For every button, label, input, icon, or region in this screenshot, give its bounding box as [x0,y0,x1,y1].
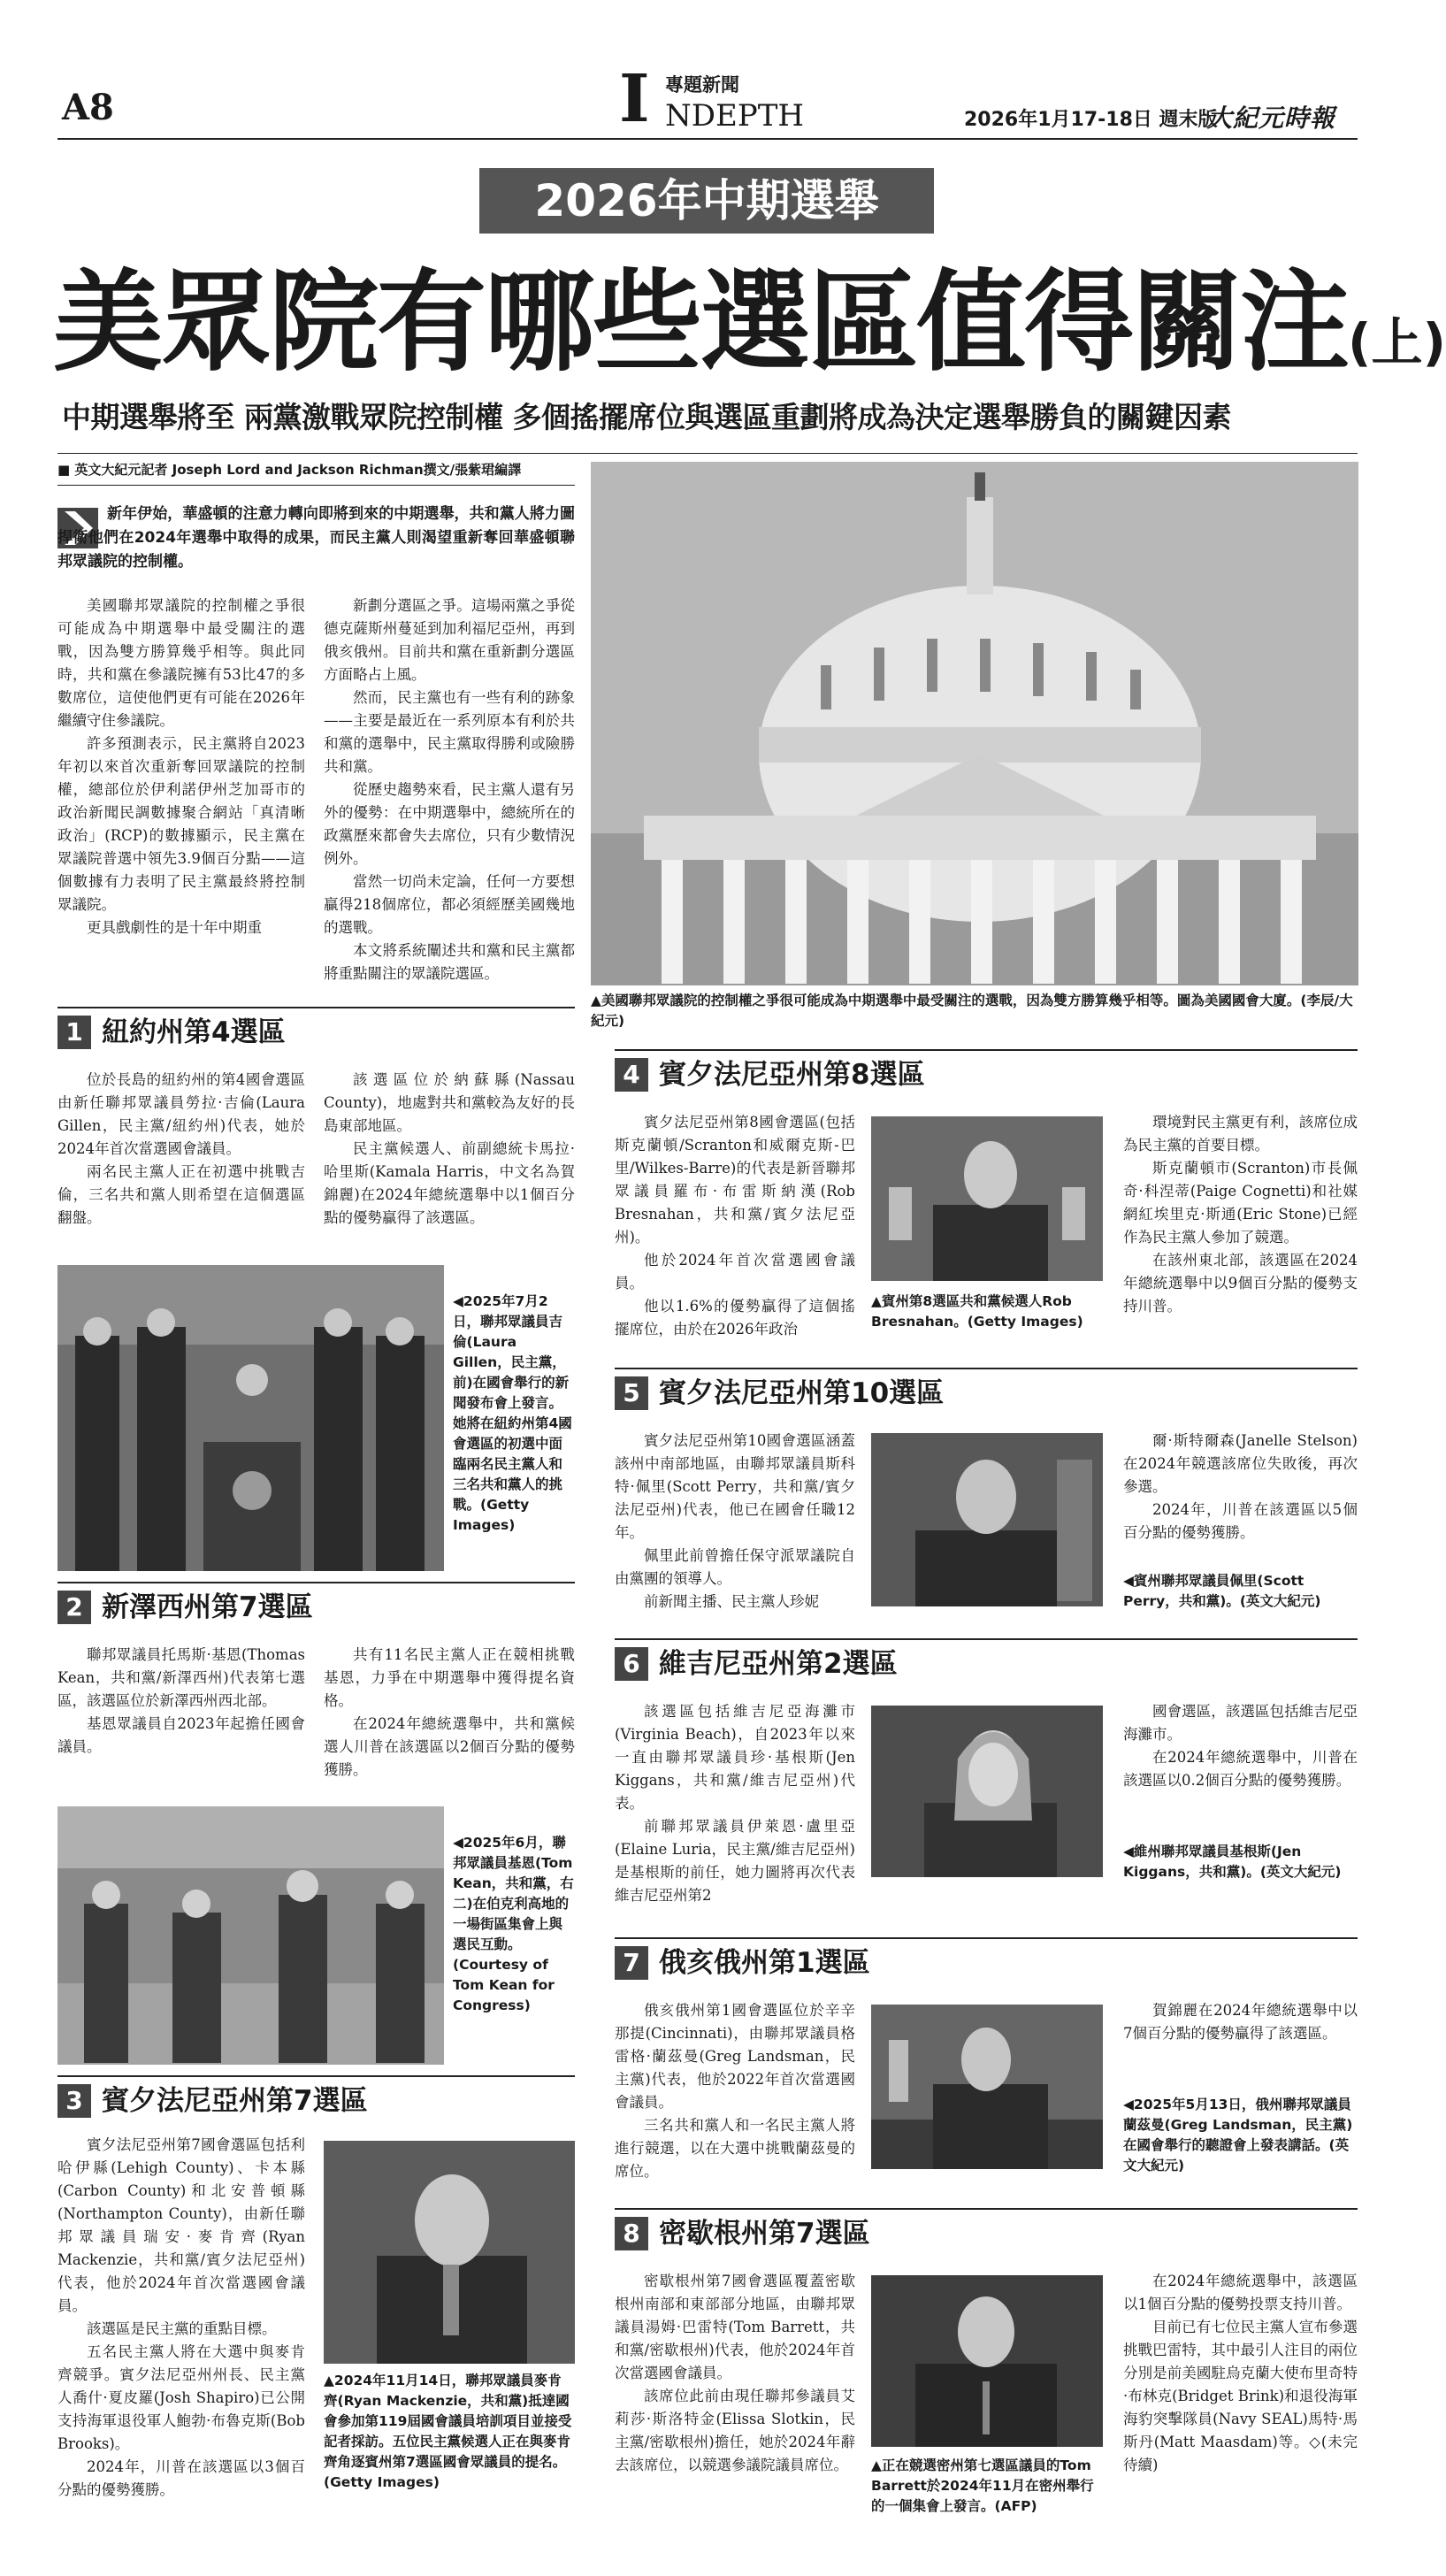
intro-paragraph: 從歷史趨勢來看，民主黨人還有另外的優勢：在中期選舉中，總統所在的政黨歷來都會失去席位，只有少數情況例外。 [324,781,575,867]
s6-column-2 [1123,1700,1358,1792]
section-header-6 [615,1638,1358,1683]
s1-column-2 [324,1069,575,1230]
section-header-2 [57,1582,575,1626]
paragraph: 前新聞主播、民主黨人珍妮 [644,1593,819,1610]
paragraph: 賓夕法尼亞州第7國會選區包括利哈伊縣(Lehigh County)、卡本縣(Carbon County)和北安普頓縣(Northampton County)，由新任聯邦眾議員瑞安·麥肯齊(Ryan Mackenzie，共和黨/賓夕法尼亞州)代表，他於2024年首次當選國會議員。 [57,2136,305,2314]
paragraph: 在2024年總統選舉中，川普在該選區以0.2個百分點的優勢獲勝。 [1123,1749,1358,1789]
intro-paragraph: 美國聯邦眾議院的控制權之爭很可能成為中期選舉中最受關注的選戰，因為雙方勝算幾乎相等。與此同時，共和黨在參議院擁有53比47的多數席位，這使他們更有可能在2026年繼續守住參議院。 [57,597,305,729]
kiggans-caption: ◀維州聯邦眾議員基根斯(Jen Kiggans，共和黨)。(英文大紀元) [1123,1844,1342,1880]
intro-paragraph: 新劃分選區之爭。這場兩黨之爭從德克薩斯州蔓延到加利福尼亞州，再到俄亥俄州。目前共和黨在重新劃分選區方面略占上風。 [324,597,575,683]
kicker-banner: 2026年中期選舉 [479,168,934,234]
paragraph: 佩里此前曾擔任保守派眾議院自由黨團的領導人。 [615,1547,855,1587]
paragraph: 密歇根州第7國會選區覆蓋密歇根州南部和東部部分地區，由聯邦眾議員湯姆·巴雷特(Tom Barrett，共和黨/密歇根州)代表，他於2024年首次當選國會議員。 [615,2273,855,2381]
section-header-3 [57,2075,575,2120]
section-label-en: NDEPTH [665,98,805,134]
section-header-8 [615,2208,1358,2252]
section-title: 賓夕法尼亞州第10選區 [659,1377,945,1409]
bresnahan-photo [871,1116,1103,1281]
headline-suffix: (上) [1348,312,1446,372]
section-header-5 [615,1368,1358,1412]
mackenzie-caption: ▲2024年11月14日，聯邦眾議員麥肯齊(Ryan Mackenzie，共和黨)抵達國會參加第119屆國會議員培訓項目並接受記者採訪。五位民主黨候選人正在與麥肯齊角逐賓州第7選區國會眾議員的提名。(Getty Images) [324,2373,572,2490]
paragraph: 他於2024年首次當選國會議員。 [615,1252,855,1292]
paragraph: 該選區是民主黨的重點目標。 [87,2320,277,2337]
headline-main: 美眾院有哪些選區值得關注 [53,259,1349,387]
intro-paragraph: 本文將系統闡述共和黨和民主黨都將重點關注的眾議院選區。 [324,942,575,982]
s4-column-1 [615,1111,855,1341]
kiggans-photo [871,1706,1103,1877]
top-rule [57,453,1358,454]
perry-caption: ◀賓州聯邦眾議員佩里(Scott Perry，共和黨)。(英文大紀元) [1123,1573,1321,1609]
section-header-7 [615,1937,1358,1982]
section-number: 5 [615,1376,648,1410]
section-title: 新澤西州第7選區 [102,1591,313,1623]
kean-photo [57,1806,444,2065]
paragraph: 基恩眾議員自2023年起擔任國會議員。 [57,1715,305,1755]
subheadline: 中期選舉將至 兩黨激戰眾院控制權 多個搖擺席位與選區重劃將成為決定選舉勝負的關鍵因素 [62,400,1231,434]
landsman-photo [871,2005,1103,2169]
s7-column-1 [615,1999,855,2183]
paragraph: 賀錦麗在2024年總統選舉中以7個百分點的優勢贏得了該選區。 [1123,2002,1358,2042]
section-label [619,61,814,137]
paragraph: 國會選區，該選區包括維吉尼亞海灘市。 [1123,1703,1358,1743]
capitol-caption: ▲美國聯邦眾議院的控制權之爭很可能成為中期選舉中最受關注的選戰，因為雙方勝算幾乎相等。圖為美國國會大廈。(李辰/大紀元) [591,993,1353,1029]
section-title: 紐約州第4選區 [102,1016,286,1048]
capitol-photo [591,462,1358,985]
section-number: 3 [57,2084,91,2118]
barrett-photo [871,2275,1103,2447]
section-number: 2 [57,1591,91,1624]
paragraph: 俄亥俄州第1國會選區位於辛辛那提(Cincinnati)，由聯邦眾議員格雷格·蘭茲曼(Greg Landsman，民主黨)代表，他於2022年首次當選國會議員。 [615,2002,855,2111]
bresnahan-caption: ▲賓州第8選區共和黨候選人Rob Bresnahan。(Getty Images) [871,1293,1083,1330]
section-label-cn: 專題新聞 [665,74,739,96]
section-number: 4 [615,1058,648,1092]
intro-column-1 [57,594,305,939]
paragraph: 聯邦眾議員托馬斯·基恩(Thomas Kean，共和黨/新澤西州)代表第七選區，該選區位於新澤西州西北部。 [57,1646,305,1709]
s8-column-2 [1123,2270,1358,2477]
issue-date: 2026年1月17-18日 週末版 [964,109,1218,131]
paragraph: 前聯邦眾議員伊萊恩·盧里亞(Elaine Luria，民主黨/維吉尼亞州)是基根斯的前任，她力圖將再次代表維吉尼亞州第2 [615,1818,855,1904]
section-title: 賓夕法尼亞州第8選區 [659,1059,925,1091]
byline: ■ 英文大紀元記者 Joseph Lord and Jackson Richman撰文/張紫珺編譯 [57,462,522,478]
intro-paragraph: 更具戲劇性的是十年中期重 [87,919,262,936]
paragraph: 在該州東北部，該選區在2024年總統選舉中以9個百分點的優勢支持川普。 [1123,1252,1358,1315]
paragraph: 賓夕法尼亞州第10國會選區涵蓋該州中南部地區，由聯邦眾議員斯科特·佩里(Scott Perry，共和黨/賓夕法尼亞州)代表，他已在國會任職12年。 [615,1432,855,1541]
s1-column-1 [57,1069,305,1230]
paragraph: 該選區包括維吉尼亞海灘市(Virginia Beach)，自2023年以來一直由聯邦眾議員珍·基根斯(Jen Kiggans，共和黨/維吉尼亞州)代表。 [615,1703,855,1812]
perry-photo [871,1433,1103,1606]
section-number: 1 [57,1016,91,1049]
intro-column-2 [324,594,575,985]
paragraph: 爾·斯特爾森(Janelle Stelson)在2024年競選該席位失敗後，再次參選。 [1123,1432,1358,1495]
s2-column-2 [324,1644,575,1782]
paragraph: 賓夕法尼亞州第8國會選區(包括斯克蘭頓/Scranton和威爾克斯-巴里/Wilkes-Barre)的代表是新晉聯邦眾議員羅布·布雷斯納漢(Rob Bresnahan，共和黨/賓夕法尼亞州)。 [615,1114,855,1246]
paragraph: 目前已有七位民主黨人宣布參選挑戰巴雷特，其中最引人注目的兩位分別是前美國駐烏克蘭大使布里奇特·布林克(Bridget Brink)和退役海軍海豹突擊隊員(Navy SEAL)馬特·馬斯丹(Matt Maasdam)等。◇(未完待續) [1123,2319,1358,2473]
s8-column-1 [615,2270,855,2477]
masthead-logo: 大紀元時報 [1207,104,1336,133]
page-number: A8 [62,87,114,128]
kean-caption: ◀2025年6月，聯邦眾議員基恩(Tom Kean，共和黨，右二)在伯克利高地的一場街區集會上與選民互動。(Courtesy of Tom Kean for Congress) [453,1835,574,2013]
gillen-photo [57,1265,444,1571]
gillen-caption: ◀2025年7月2日，聯邦眾議員吉倫(Laura Gillen，民主黨，前)在國會舉行的新聞發布會上發言。她將在紐約州第4國會選區的初選中面臨兩名民主黨人和三名共和黨人的挑戰。(Getty Images) [453,1293,572,1533]
s4-column-2 [1123,1111,1358,1318]
paragraph: 民主黨候選人、前副總統卡馬拉·哈里斯(Kamala Harris，中文名為賀錦麗)在2024年總統選舉中以1個百分點的優勢贏得了該選區。 [324,1140,575,1226]
paragraph: 在2024年總統選舉中，該選區以1個百分點的優勢投票支持川普。 [1123,2273,1358,2312]
section-number: 7 [615,1946,648,1980]
barrett-caption: ▲正在競選密州第七選區議員的Tom Barrett於2024年11月在密州舉行的一個集會上發言。(AFP) [871,2457,1094,2514]
s2-column-1 [57,1644,305,1759]
paragraph: 在2024年總統選舉中，共和黨候選人川普在該選區以2個百分點的優勢獲勝。 [324,1715,575,1778]
paragraph: 該選區位於納蘇縣(Nassau County)，地處對共和黨較為友好的長島東部地區。 [324,1071,575,1134]
s7-column-2 [1123,1999,1358,2045]
paragraph: 2024年，川普在該選區以3個百分點的優勢獲勝。 [57,2458,305,2498]
section-title: 賓夕法尼亞州第7選區 [102,2085,368,2117]
headline [53,257,1446,389]
paragraph: 共有11名民主黨人正在競相挑戰基恩，力爭在中期選舉中獲得提名資格。 [324,1646,575,1709]
s6-column-1 [615,1700,855,1907]
paragraph: 他以1.6%的優勢贏得了這個搖擺席位，由於在2026年政治 [615,1298,855,1338]
header-rule [57,138,1358,140]
intro-paragraph: 然而，民主黨也有一些有利的跡象——主要是最近在一系列原本有利於共和黨的選舉中，民主黨取得勝利或險勝共和黨。 [324,689,575,775]
section-label-initial: I [619,61,650,137]
s3-text [57,2134,305,2502]
paragraph: 兩名民主黨人正在初選中挑戰吉倫，三名共和黨人則希望在這個選區翻盤。 [57,1163,305,1226]
s5-column-2 [1123,1430,1358,1545]
paragraph: 該席位此前由現任聯邦參議員艾莉莎·斯洛特金(Elissa Slotkin，民主黨/密歇根州)擔任，她於2024年辭去該席位，以競選參議院議員席位。 [615,2388,855,2473]
s5-column-1 [615,1430,855,1614]
paragraph: 環境對民主黨更有利，該席位成為民主黨的首要目標。 [1123,1114,1358,1154]
paragraph: 三名共和黨人和一名民主黨人將進行競選，以在大選中挑戰蘭茲曼的席位。 [615,2117,855,2180]
section-number: 8 [615,2217,648,2250]
intro-paragraph: 許多預測表示，民主黨將自2023年初以來首次重新奪回眾議院的控制權，總部位於伊利諾伊州芝加哥市的政治新聞民調數據聚合網站「真清晰政治」(RCP)的數據顯示，民主黨在眾議院普選中領先3.9個百分點——這個數據有力表明了民主黨最終將控制眾議院。 [57,735,305,913]
mackenzie-photo [324,2141,575,2364]
paragraph: 位於長島的紐約州的第4國會選區由新任聯邦眾議員勞拉·吉倫(Laura Gillen，民主黨/紐約州)代表，她於2024年首次當選國會議員。 [57,1071,305,1157]
section-header-1 [57,1007,575,1051]
byline-rule [57,485,575,486]
paragraph: 2024年，川普在該選區以5個百分點的優勢獲勝。 [1123,1501,1358,1541]
section-title: 維吉尼亞州第2選區 [659,1648,898,1680]
section-header-4 [615,1049,1358,1093]
paragraph: 五名民主黨人將在大選中與麥肯齊競爭。賓夕法尼亞州州長、民主黨人喬什·夏皮羅(Josh Shapiro)已公開支持海軍退役軍人鮑勃·布魯克斯(Bob Brooks)。 [57,2343,305,2452]
lead-paragraph: 新年伊始，華盛頓的注意力轉向即將到來的中期選舉，共和黨人將力圖捍衛他們在2024年選舉中取得的成果，而民主黨人則渴望重新奪回華盛頓聯邦眾議院的控制權。 [57,505,575,571]
section-number: 6 [615,1647,648,1681]
intro-paragraph: 當然一切尚未定論，任何一方要想贏得218個席位，都必須經歷美國幾地的選戰。 [324,873,575,936]
section-title: 密歇根州第7選區 [659,2218,870,2250]
section-title: 俄亥俄州第1選區 [659,1947,870,1979]
landsman-caption: ◀2025年5月13日，俄州聯邦眾議員蘭茲曼(Greg Landsman，民主黨)在國會舉行的聽證會上發表講話。(英文大紀元) [1123,2097,1353,2174]
paragraph: 斯克蘭頓市(Scranton)市長佩奇·科涅蒂(Paige Cognetti)和社媒網紅埃里克·斯通(Eric Stone)已經作為民主黨人參加了競選。 [1123,1160,1358,1246]
